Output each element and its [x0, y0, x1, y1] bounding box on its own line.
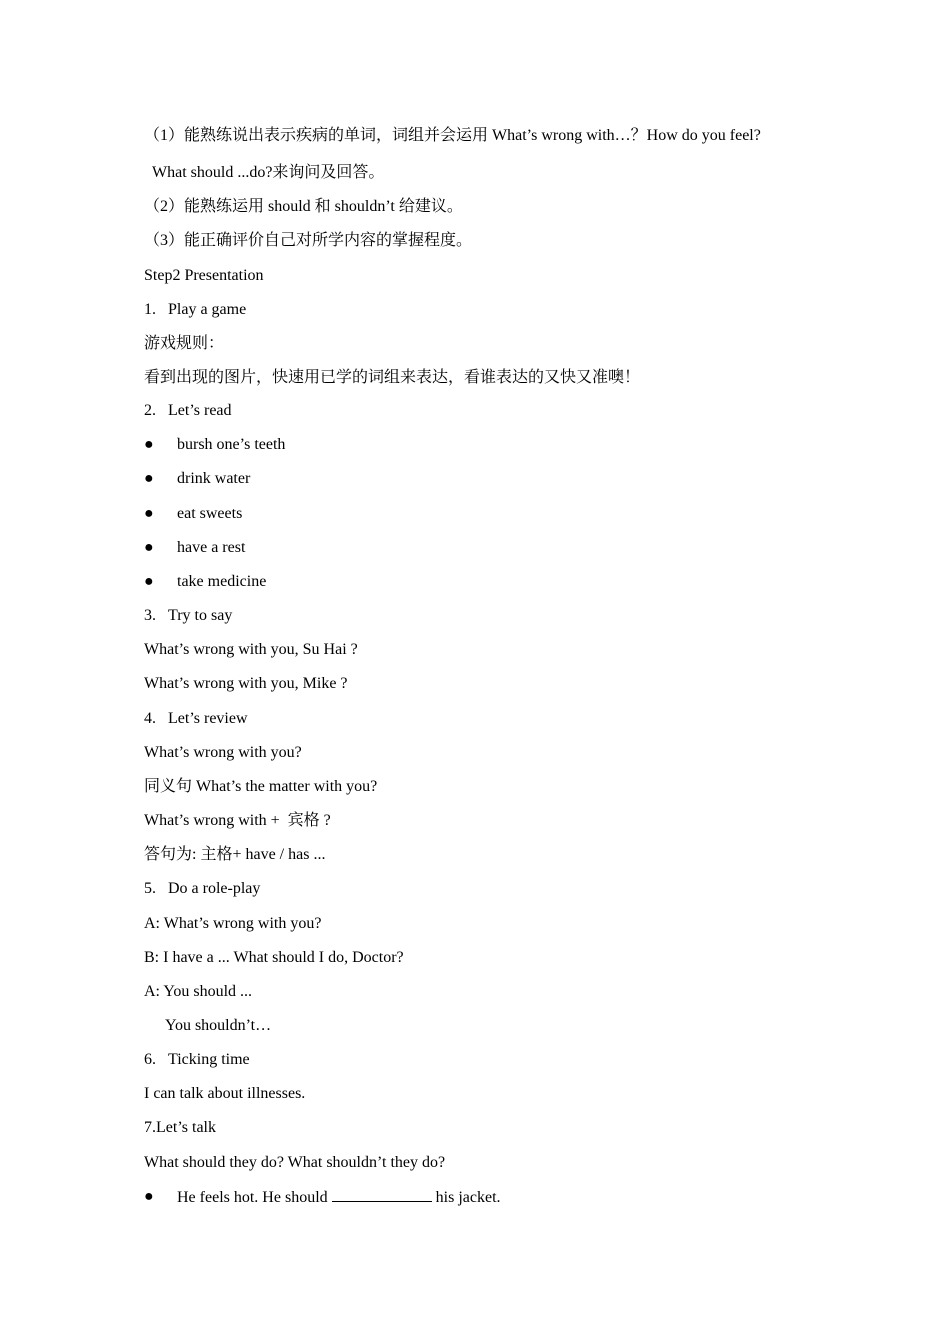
objective-1-line-1: （1）能熟练说出表示疾病的单词，词组并会运用 What’s wrong with…？How do you feel?	[144, 127, 761, 144]
fill-in-blank	[332, 1187, 432, 1202]
review-line-2: 同义句 What’s the matter with you?	[144, 778, 378, 795]
section-7-title: 7.Let’s talk	[144, 1119, 216, 1136]
read-item: drink water	[177, 470, 251, 487]
ticking-text: I can talk about illnesses.	[144, 1085, 306, 1102]
bullet-icon: ●	[144, 1188, 154, 1205]
talk-item-before: He feels hot. He should	[177, 1189, 332, 1206]
section-6-title: 6. Ticking time	[144, 1051, 250, 1068]
review-line-3: What’s wrong with + 宾格 ?	[144, 812, 331, 829]
talk-question: What should they do? What shouldn’t they do?	[144, 1154, 446, 1171]
objective-3: （3）能正确评价自己对所学内容的掌握程度。	[144, 232, 473, 249]
role-play-a1: A: What’s wrong with you?	[144, 915, 322, 932]
review-line-1: What’s wrong with you?	[144, 744, 302, 761]
say-line-1: What’s wrong with you, Su Hai ?	[144, 641, 358, 658]
section-3-title: 3. Try to say	[144, 607, 233, 624]
game-rules-text: 看到出现的图片，快速用已学的词组来表达，看谁表达的又快又准噢！	[144, 369, 641, 386]
talk-item-after: his jacket.	[431, 1189, 501, 1206]
bullet-icon: ●	[144, 470, 154, 487]
bullet-icon: ●	[144, 539, 154, 556]
read-item: eat sweets	[177, 505, 243, 522]
bullet-icon: ●	[144, 505, 154, 522]
bullet-icon: ●	[144, 436, 154, 453]
section-5-title: 5. Do a role-play	[144, 880, 261, 897]
game-rules-label: 游戏规则：	[144, 335, 225, 352]
objective-1-line-2: What should ...do?来询问及回答。	[152, 164, 385, 181]
role-play-b: B: I have a ... What should I do, Doctor?	[144, 949, 404, 966]
read-item: have a rest	[177, 539, 246, 556]
objective-2: （2）能熟练运用 should 和 shouldn’t 给建议。	[144, 198, 463, 215]
role-play-a3: You shouldn’t…	[165, 1017, 272, 1034]
role-play-a2: A: You should ...	[144, 983, 253, 1000]
talk-item	[177, 1187, 501, 1208]
section-4-title: 4. Let’s review	[144, 710, 248, 727]
bullet-icon: ●	[144, 573, 154, 590]
review-line-4: 答句为: 主格+ have / has ...	[144, 846, 326, 863]
step2-heading: Step2 Presentation	[144, 267, 264, 284]
section-2-title: 2. Let’s read	[144, 402, 232, 419]
say-line-2: What’s wrong with you, Mike ?	[144, 675, 348, 692]
read-item: bursh one’s teeth	[177, 436, 286, 453]
section-1-title: 1. Play a game	[144, 301, 247, 318]
read-item: take medicine	[177, 573, 267, 590]
